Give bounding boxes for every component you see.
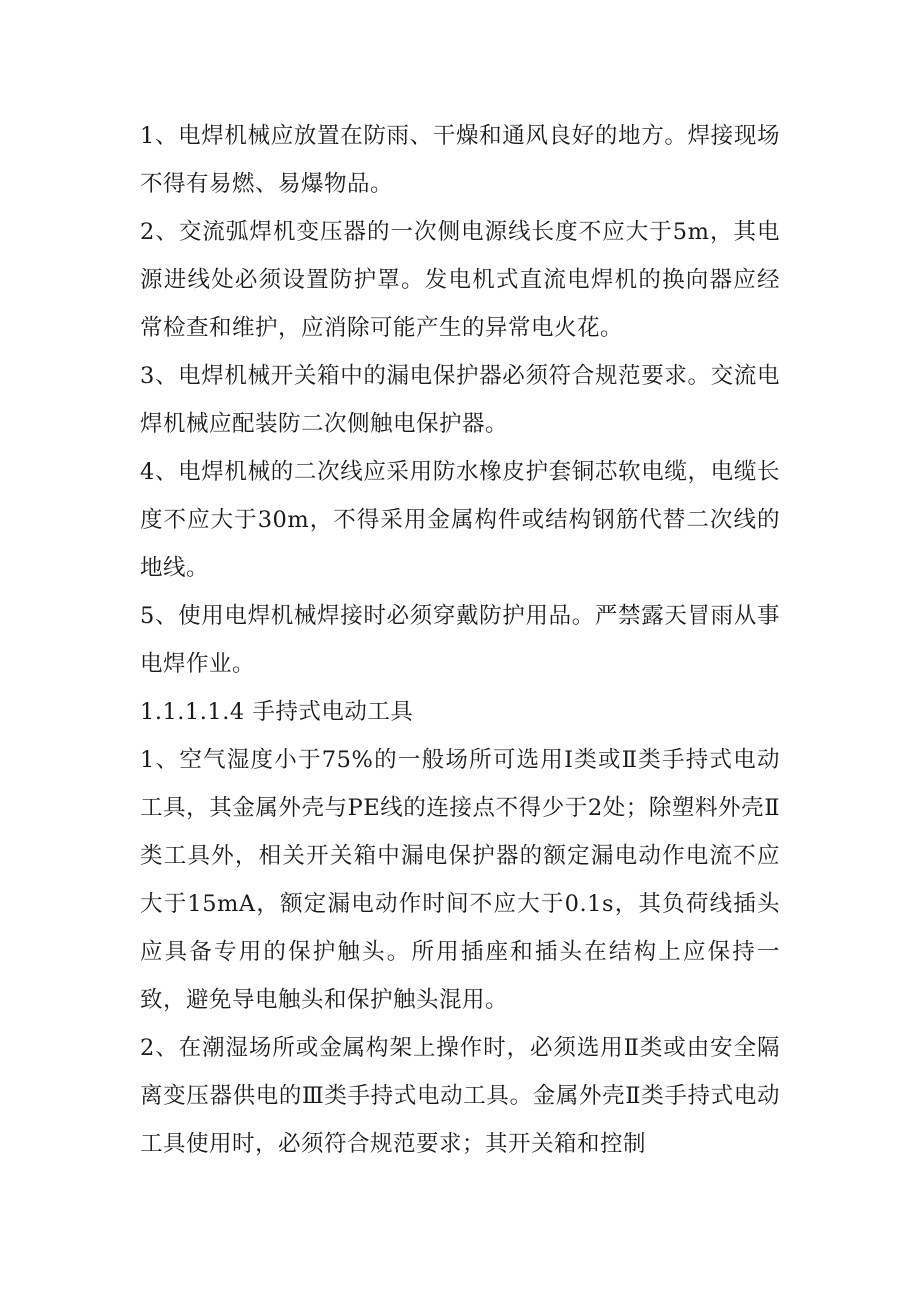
section-paragraph-2: 2、在潮湿场所或金属构架上操作时，必须选用Ⅱ类或由安全隔离变压器供电的Ⅲ类手持式电动工具。金属外壳Ⅱ类手持式电动工具使用时，必须符合规范要求；其开关箱和控制	[140, 1035, 780, 1157]
paragraph-2: 2、交流弧焊机变压器的一次侧电源线长度不应大于5m，其电源进线处必须设置防护罩。发电机式直流电焊机的换向器应经常检查和维护，应消除可能产生的异常电火花。	[140, 219, 780, 341]
paragraph-3: 3、电焊机械开关箱中的漏电保护器必须符合规范要求。交流电焊机械应配装防二次侧触电保护器。	[140, 363, 780, 437]
section-paragraph-1: 1、空气湿度小于75%的一般场所可选用Ⅰ类或Ⅱ类手持式电动工具，其金属外壳与PE线的连接点不得少于2处；除塑料外壳Ⅱ类工具外，相关开关箱中漏电保护器的额定漏电动作电流不应大于15mA，额定漏电动作时间不应大于0.1s，其负荷线插头应具备专用的保护触头。所用插座和插头在结构上应保持一致，避免导电触头和保护触头混用。	[140, 747, 780, 1013]
paragraph-4: 4、电焊机械的二次线应采用防水橡皮护套铜芯软电缆，电缆长度不应大于30m，不得采用金属构件或结构钢筋代替二次线的地线。	[140, 459, 780, 581]
paragraph-1: 1、电焊机械应放置在防雨、干燥和通风良好的地方。焊接现场不得有易燃、易爆物品。	[140, 123, 780, 197]
paragraph-5: 5、使用电焊机械焊接时必须穿戴防护用品。严禁露天冒雨从事电焊作业。	[140, 603, 780, 677]
document-body	[140, 112, 780, 1168]
section-heading: 1.1.1.1.4 手持式电动工具	[140, 699, 414, 725]
